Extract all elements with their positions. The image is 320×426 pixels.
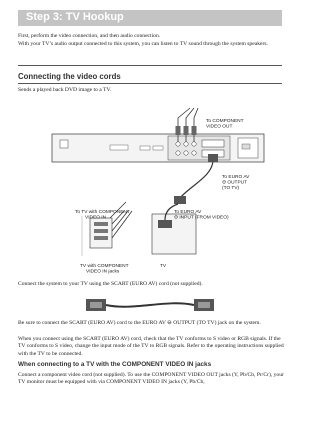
label-euro-input: To EURO AV ⊖ INPUT (FROM VIDEO) xyxy=(174,210,229,221)
scart-cord-illustration xyxy=(84,293,216,317)
step-header-bar xyxy=(18,10,282,26)
plug-pr xyxy=(192,126,197,135)
label-tv-component-in: To TV with COMPONENT VIDEO IN xyxy=(75,210,130,221)
intro-line-2: With your TV’s audio output connected to this system, you can listen to TV sound through the system speakers. xyxy=(18,40,268,47)
section-subtitle: Sends a played back DVD image to a TV. xyxy=(18,87,112,93)
plug-pb xyxy=(184,126,189,135)
section-bottom-rule xyxy=(18,83,282,84)
label-tv-with-component: TV with COMPONENT VIDEO IN jacks xyxy=(80,264,129,275)
scart-instruction: Connect the system to your TV using the SCART (EURO AV) cord (not supplied). xyxy=(18,281,203,287)
section-top-rule xyxy=(18,65,282,66)
note-paragraph-1: Be sure to connect the SCART (EURO AV) cord to the EURO AV ⊖ OUTPUT (TO TV) jack on the system. xyxy=(18,320,261,326)
plug-y xyxy=(176,126,181,135)
page-title: Step 3: TV Hookup xyxy=(26,11,124,23)
subsection-title: When connecting to a TV with the COMPONENT VIDEO IN jacks xyxy=(18,361,212,368)
intro-line-1: First, perform the video connection, and then audio connection. xyxy=(18,33,161,39)
label-euro-output: To EURO AV ⊖ OUTPUT (TO TV) xyxy=(222,175,250,191)
subsection-body: Connect a component video cord (not supplied). To use the COMPONENT VIDEO OUT jacks (Y, Pb/Cb, Pr/Cr), your TV monitor must be equipped with via COMPONENT VIDEO IN jacks (Y, Pb/Cb, xyxy=(18,372,284,386)
label-tv: TV xyxy=(160,264,167,269)
section-title: Connecting the video cords xyxy=(18,72,121,81)
dvd-system-unit xyxy=(52,134,264,162)
note-paragraph-2: When you connect using the SCART (EURO AV) cord, check that the TV conforms to S video or RGB signals. If the TV conforms to S video, change the input mode of the TV to RGB signals. Refer to the operating instructions supplied with the TV to be connected. xyxy=(18,336,284,357)
connection-diagram xyxy=(0,96,300,280)
label-component-out: To COMPONENT VIDEO OUT xyxy=(206,119,244,130)
